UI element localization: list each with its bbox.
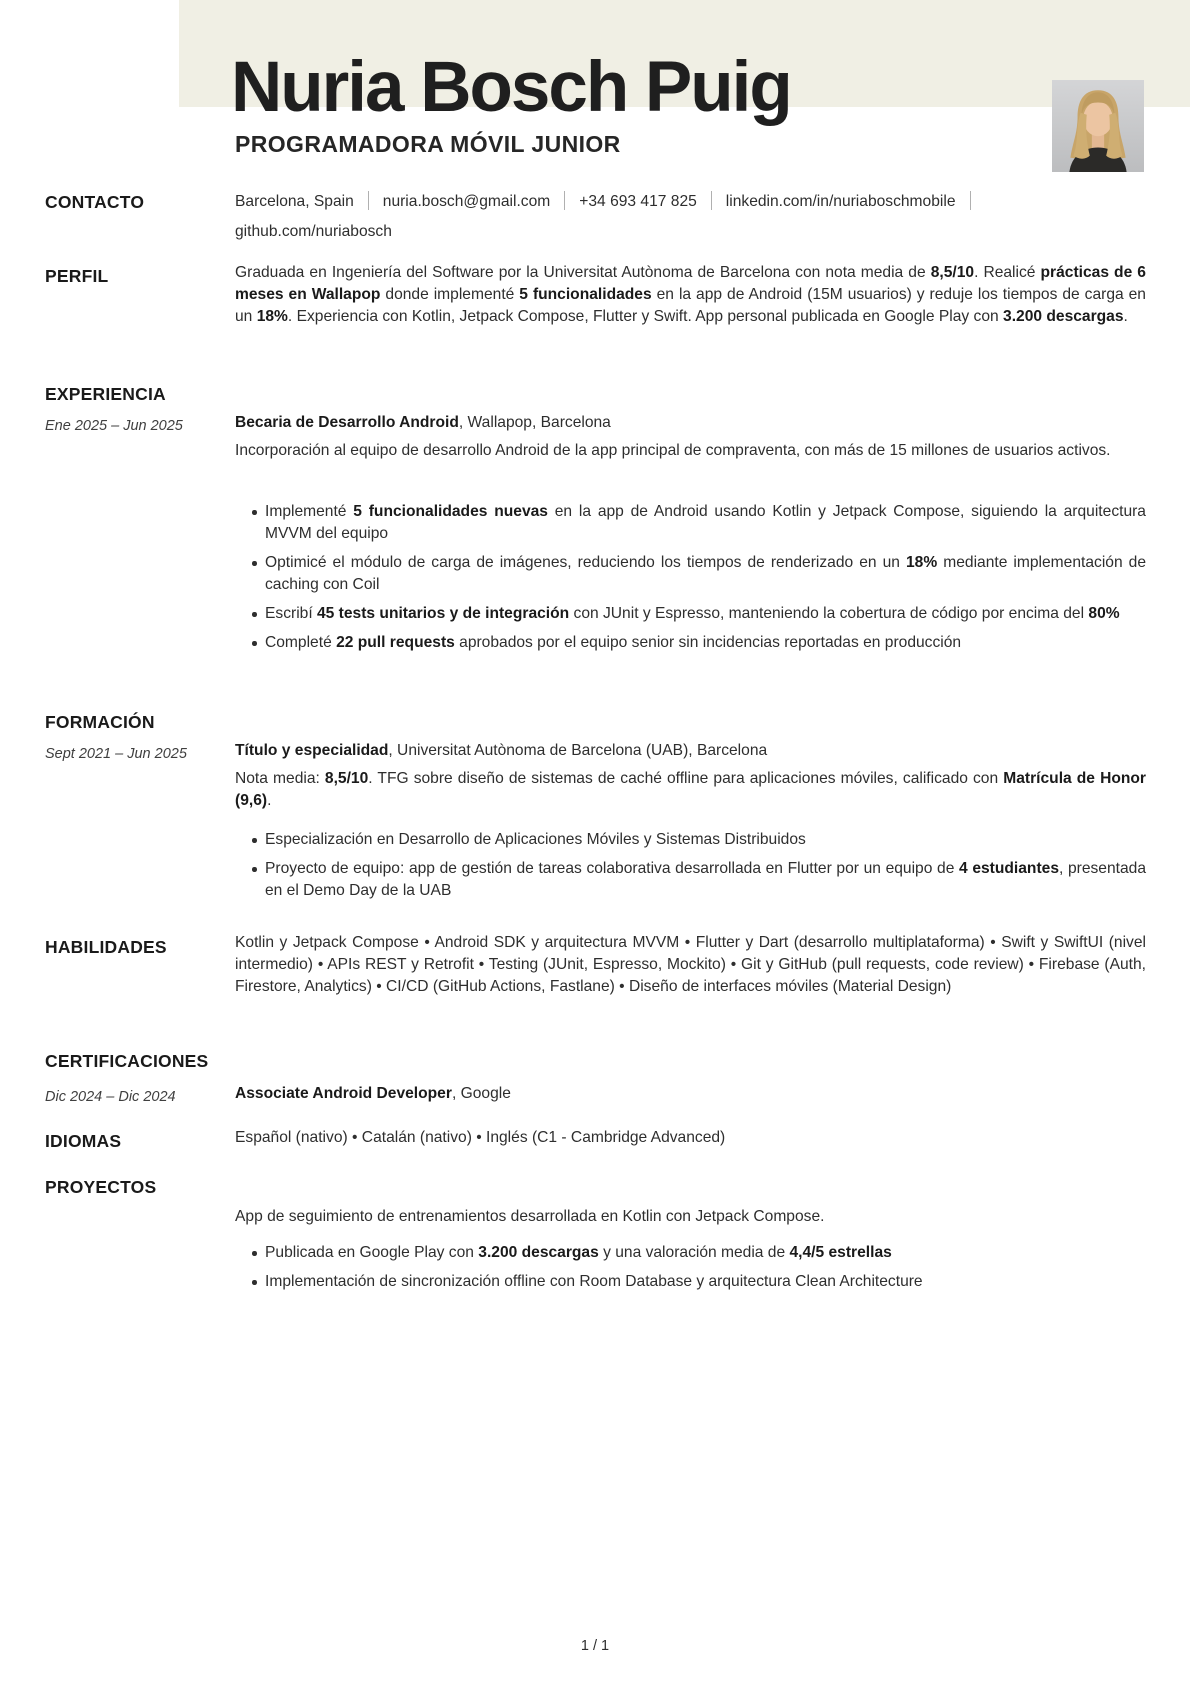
experience-bullets [235,501,1146,661]
contact-github: github.com/nuriabosch [235,223,392,240]
page-number: 1 / 1 [580,1638,610,1654]
section-label-certificaciones: CERTIFICACIONES [45,1051,209,1071]
experience-title: Becaria de Desarrollo Android, Wallapop, Barcelona [235,414,611,431]
candidate-name: Nuria Bosch Puig [231,48,791,127]
list-item: Optimicé el módulo de carga de imágenes, reduciendo los tiempos de renderizado en un 18% mediante implementación de caching con Coil [235,552,1146,596]
separator [368,191,369,210]
list-item: Implementé 5 funcionalidades nuevas en la app de Android usando Kotlin y Jetpack Compose, siguiendo la arquitectura MVVM del equipo [235,501,1146,545]
list-item: Especialización en Desarrollo de Aplicaciones Móviles y Sistemas Distribuidos [235,829,1146,851]
list-item: Publicada en Google Play con 3.200 descargas y una valoración media de 4,4/5 estrellas [235,1242,1146,1264]
separator [970,191,971,210]
education-date: Sept 2021 – Jun 2025 [45,746,187,762]
contact-email: nuria.bosch@gmail.com [382,193,551,210]
section-label-habilidades: HABILIDADES [45,937,167,957]
section-label-perfil: PERFIL [45,266,109,286]
section-label-proyectos: PROYECTOS [45,1177,157,1197]
education-description: Nota media: 8,5/10. TFG sobre diseño de sistemas de caché offline para aplicaciones móviles, calificado con Matrícula de Honor (9,6). [235,770,1146,809]
section-label-contacto: CONTACTO [45,192,145,212]
section-label-experiencia: EXPERIENCIA [45,384,166,404]
project-bullets [235,1242,1146,1300]
contact-linkedin: linkedin.com/in/nuriaboschmobile [725,193,956,210]
profile-photo-illustration [1052,80,1144,172]
contact-phone: +34 693 417 825 [579,193,697,210]
contact-line-1 [235,187,1146,217]
contact-location: Barcelona, Spain [235,193,354,210]
certification-title: Associate Android Developer, Google [235,1085,511,1102]
experience-date: Ene 2025 – Jun 2025 [45,418,183,434]
education-bullets [235,829,1146,909]
list-item: Implementación de sincronización offline con Room Database y arquitectura Clean Architecture [235,1271,1146,1293]
list-item: Proyecto de equipo: app de gestión de tareas colaborativa desarrollada en Flutter por un equipo de 4 estudiantes, presentada en el Demo Day de la UAB [235,858,1146,902]
project-intro: App de seguimiento de entrenamientos desarrollada en Kotlin con Jetpack Compose. [235,1208,825,1225]
candidate-job-title: PROGRAMADORA MÓVIL JUNIOR [235,131,621,157]
contact-info [235,187,1146,247]
separator [564,191,565,210]
separator [711,191,712,210]
profile-summary: Graduada en Ingeniería del Software por la Universitat Autònoma de Barcelona con nota media de 8,5/10. Realicé prácticas de 6 meses en Wallapop donde implementé 5 funcionalidades en la app de Android (15M usuarios) y reduje los tiempos de carga en un 18%. Experiencia con Kotlin, Jetpack Compose, Flutter y Swift. App personal publicada en Google Play con 3.200 descargas. [235,264,1146,325]
list-item: Completé 22 pull requests aprobados por el equipo senior sin incidencias reportadas en producción [235,632,1146,654]
experience-description: Incorporación al equipo de desarrollo Android de la app principal de compraventa, con más de 15 millones de usuarios activos. [235,442,1111,459]
certification-date: Dic 2024 – Dic 2024 [45,1089,176,1105]
list-item: Escribí 45 tests unitarios y de integración con JUnit y Espresso, manteniendo la cobertura de código por encima del 80% [235,603,1146,625]
languages-text: Español (nativo) • Catalán (nativo) • Inglés (C1 - Cambridge Advanced) [235,1129,726,1146]
section-label-idiomas: IDIOMAS [45,1131,122,1151]
section-label-formacion: FORMACIÓN [45,712,155,732]
profile-photo [1052,80,1144,172]
skills-text: Kotlin y Jetpack Compose • Android SDK y arquitectura MVVM • Flutter y Dart (desarrollo multiplataforma) • Swift y SwiftUI (nivel intermedio) • APIs REST y Retrofit • Testing (JUnit, Espresso, Mockito) • Git y GitHub (pull requests, code review) • Firebase (Auth, Firestore, Analytics) • CI/CD (GitHub Actions, Fastlane) • Diseño de interfaces móviles (Material Design) [235,934,1146,995]
education-title: Título y especialidad, Universitat Autònoma de Barcelona (UAB), Barcelona [235,742,768,759]
